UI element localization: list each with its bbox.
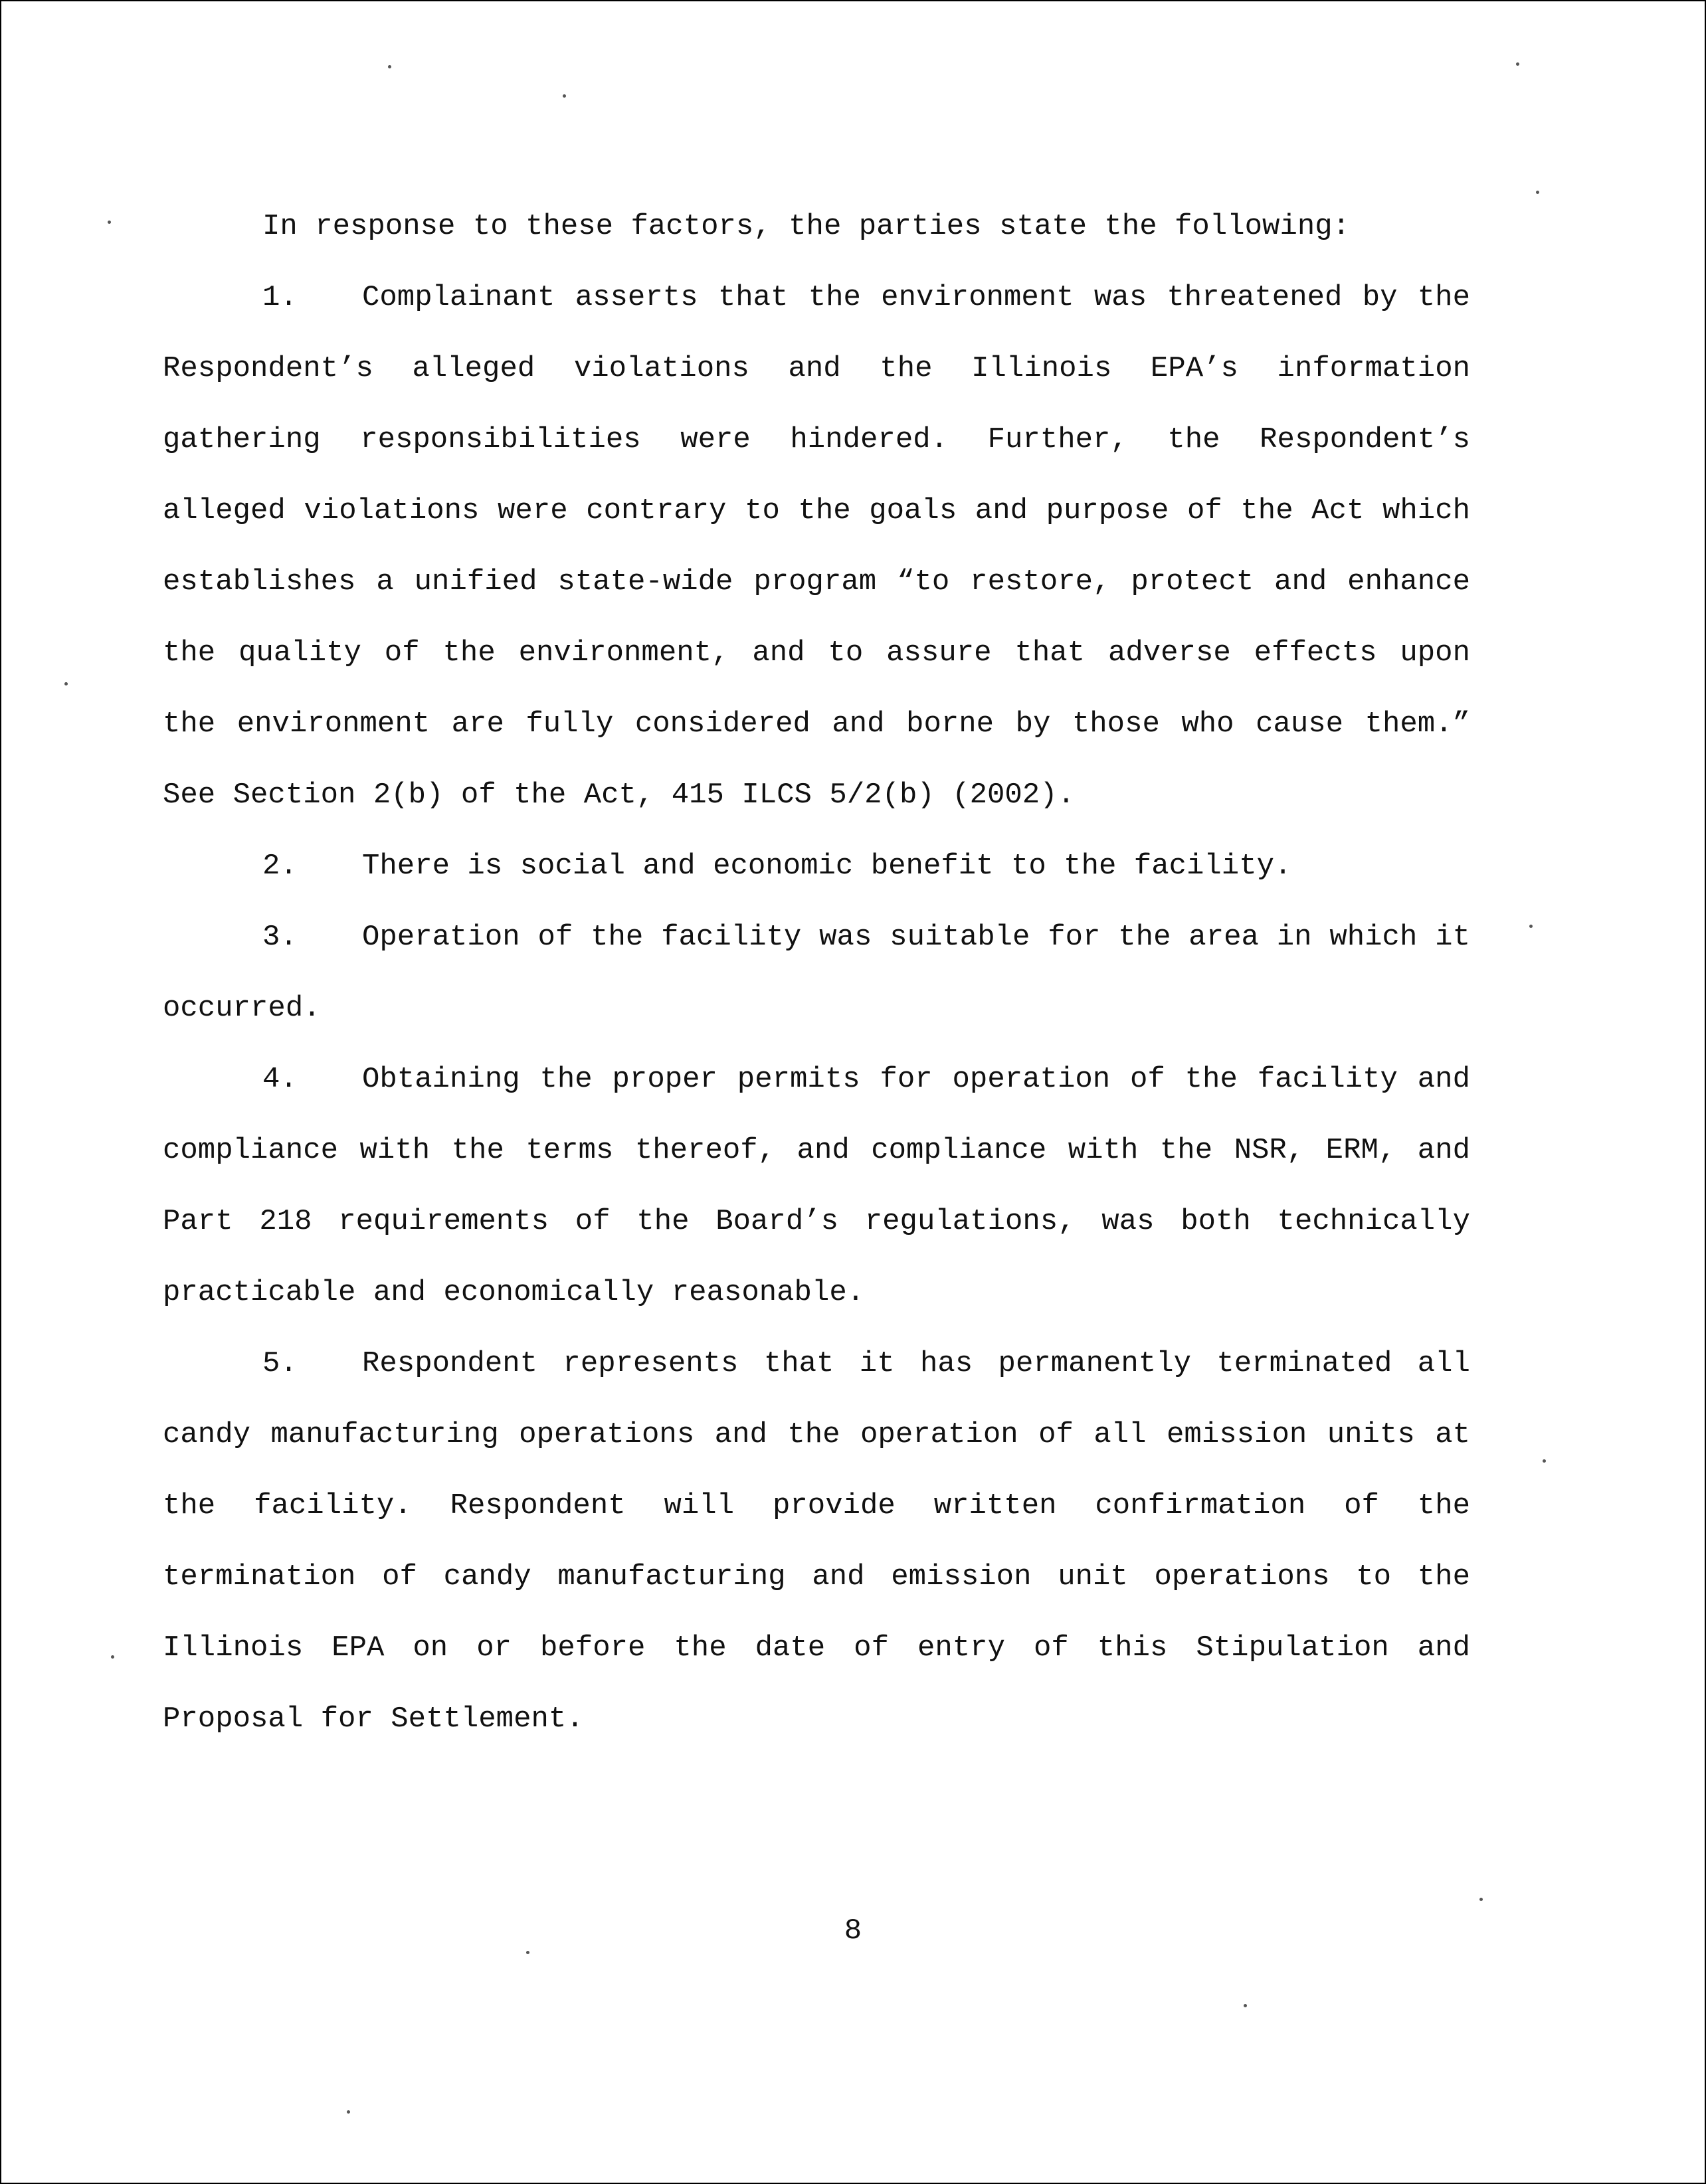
item-text: Complainant asserts that the environment was threatened by the Respondent’s alleged violations and the Illinois EPA’s information gathering responsibilities were hindered. Further, the Respondent’s alleged violations were contrary to the goals and purpose of the Act which establishes a unified state-wide program “to restore, protect and enhance the quality of the environment, and to assure that adverse effects upon the environment are fully considered and borne by those who cause them.” See Section 2(b) of the Act, 415 ILCS 5/2(b) (2002). bbox=[163, 281, 1470, 812]
scan-speck bbox=[108, 221, 111, 224]
item-number: 3. bbox=[262, 921, 298, 954]
numbered-paragraph-1 bbox=[163, 262, 1470, 831]
item-text: Obtaining the proper permits for operation of the facility and compliance with the terms thereof, and compliance with the NSR, ERM, and Part 218 requirements of the Board’s regulations, was both technically practicable and economically reasonable. bbox=[163, 1063, 1470, 1309]
scan-speck bbox=[1529, 925, 1533, 928]
page-number: 8 bbox=[844, 1914, 862, 1948]
scan-speck bbox=[1479, 1898, 1483, 1901]
item-text: Operation of the facility was suitable for the area in which it occurred. bbox=[163, 921, 1470, 1025]
scan-speck bbox=[64, 682, 68, 685]
scan-speck bbox=[1543, 1459, 1546, 1463]
item-number: 2. bbox=[262, 850, 298, 883]
numbered-paragraph-4 bbox=[163, 1044, 1470, 1328]
scan-speck bbox=[347, 2110, 350, 2114]
intro-paragraph: In response to these factors, the parties state the following: bbox=[262, 210, 1351, 243]
scan-speck bbox=[1516, 62, 1519, 66]
document-body bbox=[163, 191, 1470, 1755]
item-number: 5. bbox=[262, 1347, 298, 1380]
item-text: Respondent represents that it has permanently terminated all candy manufacturing operations and the operation of all emission units at the facility. Respondent will provide written confirmation of the termination of candy manufacturing and emission unit operations to the Illinois EPA on or before the date of entry of this Stipulation and Proposal for Settlement. bbox=[163, 1347, 1470, 1736]
scan-speck bbox=[563, 94, 566, 98]
item-number: 4. bbox=[262, 1063, 298, 1096]
item-number: 1. bbox=[262, 281, 298, 314]
scan-speck bbox=[526, 1951, 529, 1954]
scan-speck bbox=[111, 1655, 114, 1659]
numbered-paragraph-5 bbox=[163, 1328, 1470, 1755]
scan-speck bbox=[1536, 191, 1539, 194]
numbered-paragraph-2 bbox=[163, 831, 1470, 902]
item-text: There is social and economic benefit to the facility. bbox=[362, 850, 1292, 883]
scan-speck bbox=[388, 65, 391, 68]
numbered-paragraph-3 bbox=[163, 902, 1470, 1044]
scan-speck bbox=[1244, 2004, 1247, 2007]
